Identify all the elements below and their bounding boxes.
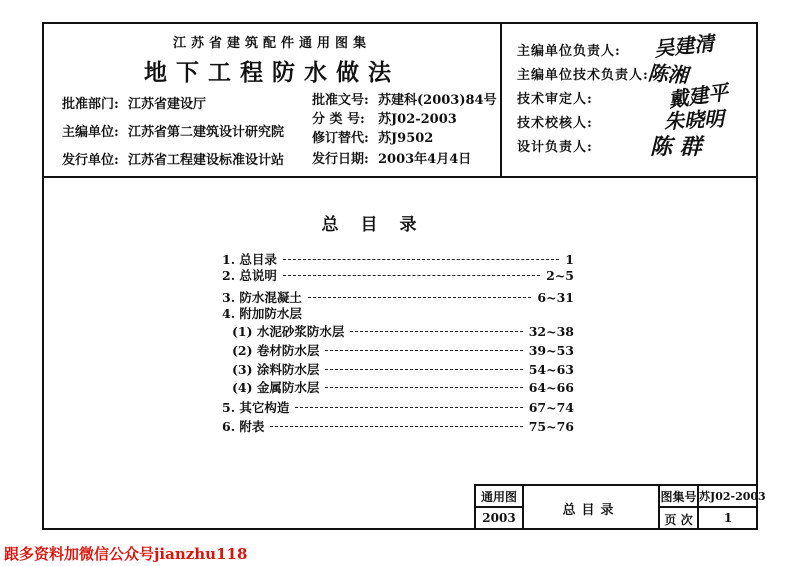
toc-title: 总目录 — [321, 215, 439, 235]
replaces: 苏J9502 — [378, 131, 434, 146]
editor-unit: 江苏省第二建筑设计研究院 — [128, 125, 285, 140]
toc-leader — [325, 350, 522, 351]
toc-leader — [270, 426, 522, 427]
toc-leader — [325, 387, 522, 388]
toc-row-pages: 2~5 — [546, 267, 574, 283]
approval-no: 苏建科(2003)84号 — [378, 93, 497, 108]
editor-unit-label: 主编单位: — [62, 125, 119, 140]
tb-page: 1 — [723, 511, 733, 525]
role-label-chief-tech: 主编单位技术负责人: — [517, 68, 649, 83]
tb-divider — [474, 506, 524, 508]
tb-year: 2003 — [482, 511, 516, 525]
toc-row-pages: 1 — [565, 251, 574, 267]
signature-checker: 朱晓明 — [663, 106, 725, 134]
toc-row — [222, 417, 574, 435]
toc-row-label: 5. 其它构造 — [222, 400, 290, 415]
toc-row — [232, 378, 574, 396]
toc-leader — [350, 331, 522, 332]
header-column-divider — [500, 22, 502, 177]
toc-row-label: (3) 涂料防水层 — [232, 362, 320, 377]
role-label-chief-unit: 主编单位负责人: — [517, 44, 621, 59]
approval-dept: 江苏省建设厅 — [128, 97, 207, 112]
approval-no-label: 批准文号: — [312, 93, 369, 108]
role-label-checker: 技术校核人: — [517, 116, 593, 131]
toc-leader — [295, 407, 522, 408]
toc-row-pages: 39~53 — [528, 342, 574, 358]
toc-row — [222, 266, 574, 284]
toc-row-label: (1) 水泥砂浆防水层 — [232, 324, 345, 339]
tb-sheet-title: 总目录 — [562, 503, 620, 518]
toc-row-label: (2) 卷材防水层 — [232, 343, 320, 358]
approval-dept-label: 批准部门: — [62, 97, 119, 112]
toc-row — [232, 360, 574, 378]
tb-page-label: 页 次 — [664, 513, 693, 527]
toc-leader — [325, 369, 522, 370]
issue-date-label: 发行日期: — [312, 152, 369, 167]
toc-leader — [283, 275, 540, 276]
issue-date: 2003年4月4日 — [378, 152, 472, 167]
toc-row-pages: 54~63 — [528, 361, 574, 377]
toc-row — [232, 341, 574, 359]
toc-row-label: (4) 金属防水层 — [232, 380, 320, 395]
role-label-designer: 设计负责人: — [517, 140, 593, 155]
tb-divider — [658, 506, 758, 508]
toc-row-pages: 67~74 — [528, 399, 574, 415]
header-divider — [42, 176, 758, 178]
publisher: 江苏省工程建设标准设计站 — [128, 153, 285, 168]
series-title: 江苏省建筑配件通用图集 — [172, 36, 371, 51]
toc-row-pages: 6~31 — [537, 289, 574, 305]
toc-row-label: 2. 总说明 — [222, 268, 277, 283]
signature-designer: 陈 群 — [650, 135, 702, 160]
toc-row-pages: 64~66 — [528, 379, 574, 395]
toc-row-label: 4. 附加防水层 — [222, 306, 302, 321]
toc-row-label: 1. 总目录 — [222, 252, 277, 267]
role-label-approver: 技术审定人: — [517, 92, 593, 107]
toc-row-label: 6. 附表 — [222, 419, 265, 434]
toc-row-label: 3. 防水混凝土 — [222, 290, 302, 305]
category-no-label: 分 类 号: — [312, 112, 365, 127]
signature-chief-unit: 吴建清 — [653, 30, 716, 62]
toc-row — [222, 398, 574, 416]
toc-leader — [308, 297, 532, 298]
toc-row — [222, 304, 574, 322]
signature-chief-tech: 陈湘 — [647, 60, 689, 88]
watermark: 跟多资料加微信公众号jianzhu118 — [4, 545, 248, 563]
toc-row-pages: 75~76 — [528, 418, 574, 434]
tb-applies-label: 通用图 — [480, 490, 517, 504]
toc-row — [232, 322, 574, 340]
tb-atlas-no-label: 图集号 — [660, 490, 697, 504]
replaces-label: 修订替代: — [312, 131, 369, 146]
atlas-title: 地下工程防水做法 — [144, 59, 400, 86]
toc-row-pages: 32~38 — [528, 323, 574, 339]
toc-leader — [283, 259, 559, 260]
publisher-label: 发行单位: — [62, 153, 119, 168]
tb-atlas-no: 苏J02-2003 — [699, 490, 766, 503]
signature-approver: 戴建平 — [666, 79, 730, 113]
category-no: 苏J02-2003 — [378, 112, 457, 127]
